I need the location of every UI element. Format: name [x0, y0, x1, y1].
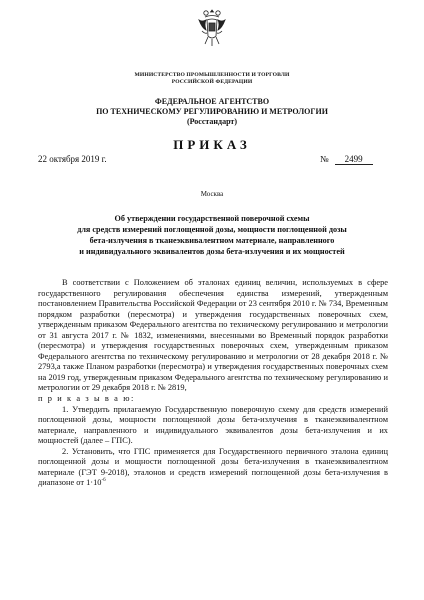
order-body	[38, 278, 388, 489]
clause-2-exponent: -6	[101, 478, 106, 484]
order-date: 22 октября 2019 г.	[38, 154, 107, 164]
agency-line-1: ФЕДЕРАЛЬНОЕ АГЕНТСТВО	[154, 97, 270, 106]
order-subject	[40, 213, 384, 257]
order-word: п р и к а з ы в а ю:	[38, 394, 135, 404]
clause-1: 1. Утвердить прилагаемую Государственную поверочную схему для средств измерений поглощенной дозы, мощности поглощенной дозы бета-излучения в тканеэквивалентном материале, направленного и индивидуального эквивалентов дозы бета-излучения и их мощностей (далее – ГПС).	[38, 404, 388, 446]
ministry-line-2: РОССИЙСКОЙ ФЕДЕРАЦИИ	[171, 79, 253, 85]
agency-short-name: (Росстандарт)	[186, 117, 238, 126]
subject-line-4: и индивидуального эквивалентов дозы бета-излучения и их мощностей	[79, 247, 345, 256]
subject-line-1: Об утверждении государственной поверочной схемы	[114, 214, 310, 223]
order-number	[320, 154, 373, 165]
agency-heading	[0, 97, 424, 127]
ministry-line-1: МИНИСТЕРСТВО ПРОМЫШЛЕННОСТИ И ТОРГОВЛИ	[134, 72, 290, 78]
subject-line-3: бета-излучения в тканеэквивалентном материале, направленного	[89, 236, 335, 245]
agency-line-2: ПО ТЕХНИЧЕСКОМУ РЕГУЛИРОВАНИЮ И МЕТРОЛОГИИ	[96, 107, 328, 116]
order-city: Москва	[200, 190, 224, 198]
coat-of-arms-icon	[196, 8, 228, 48]
clause-2	[38, 447, 388, 489]
number-label: №	[320, 154, 329, 164]
preamble-paragraph: В соответствии с Положением об эталонах единиц величин, используемых в сфере государственного регулирования обеспечения единства измерений, утвержденным постановлением Правительства Российской Федерации от 23 сентября 2010 г. № 734, Временным порядком разработки (пересмотра) и утверждения государственных поверочных схем, утвержденным приказом Федерального агентства по техническому регулированию и метрологии от 31 августа 2017 г. № 1832, изменениями, внесенными во Временный порядок разработки (пересмотра) и утверждения государственных поверочных схем, утвержденным приказом Федерального агентства по техническому регулированию и метрологии от 28 декабря 2018 г. № 2793,а также Планом разработки (пересмотра) и утверждения государственных поверочных схем на 2019 год, утвержденным приказом Федерального агентства по техническому регулированию и метрологии от 29 декабря 2018 г. № 2819,	[38, 278, 388, 393]
number-value: 2499	[335, 154, 373, 165]
ministry-heading	[0, 72, 424, 86]
order-title: ПРИКАЗ	[173, 137, 251, 152]
clause-2-text: 2. Установить, что ГПС применяется для Государственного первичного эталона единиц поглощенной дозы и мощности поглощенной дозы бета-излучения в тканеэквивалентном материале (ГЭТ 9-2018), эталонов и средств измерений поглощенной дозы бета-излучения в диапазоне от 1·10	[38, 446, 388, 488]
subject-line-2: для средств измерений поглощенной дозы, мощности поглощенной дозы	[77, 225, 347, 234]
